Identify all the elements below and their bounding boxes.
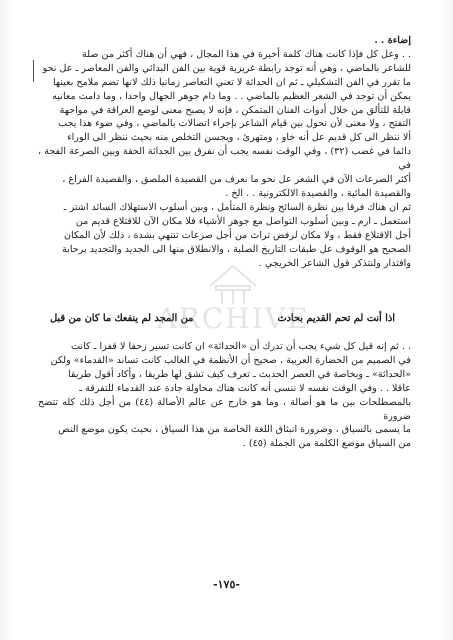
verse-second-hemistich: من المجد لم ينفعك ما كان من قبل: [50, 313, 194, 324]
text-line: «الحداثة» ـ وبخاصة في العصر الحديث ـ تعرف كيف تشق لها طريقا ، وأكاد أقول طريقا: [68, 368, 411, 380]
text-line: إضاءة . .: [374, 35, 411, 46]
text-line: للشاعر بالماضي ، وهي أنه توجد رابطة غريزية قوية بين الفن البدائي والفن المعاصر ـ عل نحو: [42, 62, 411, 74]
text-line: من السياق موضع الكلمة من الجملة (٤٥) .: [242, 438, 411, 450]
verse-first-hemistich: اذا أنت لم تحم القديم بحادث: [277, 313, 395, 324]
upper-text-block: [38, 34, 411, 270]
text-line: يمكن أن توجد في الشعر العظيم بالماضي . . وما دام جوهر الجهال واحدا ، وما دامت معانيه: [52, 90, 411, 102]
text-line: استعمل ـ ارم ـ وبين أسلوب التواصل مع جوهر الأشياء فلا مكان الآن للاقتلاع قديم من: [75, 215, 411, 227]
poetry-verse: [50, 313, 395, 324]
page-number: -١٧٥-: [213, 578, 240, 591]
text-line: ما تقرر في الفن التشكيلي ـ ثم ان الحداثة لا تعني التعاصر زمانيا ذلك لانها تضم ملامح بعينها: [52, 76, 411, 88]
text-line: في الصميم من الحضارة العربية ، صحيح أن الأنظمة في الغالب كانت تساند «القدماء» ولكن: [50, 354, 411, 366]
text-line: قابلة للتألق من خلال أدوات الفنان المتمكن ، فإنه لا يصبح معنى لوضع العراقة في مواجهة: [59, 104, 411, 116]
text-line: . . ثم إنه قيل كل شيء يجب أن تدرك أن «الحداثة» ان كانت تسير زحفا لا قفزا ـ كانت: [71, 341, 411, 352]
text-line: أكثر الصرعات الآن في الشعر عل نحو ما نعرف من القصيدة الملصق ، والقصيدة الفراغ ،: [62, 174, 411, 186]
text-line: الصحيح هو الوقوف عل طبقات التاريخ الصلبة ، والانطلاق منها الى الجديد والتجديد برحابة: [62, 243, 411, 255]
text-line: دائما في غضب (٣٢) ، وفي الوقت نفسه يجب أن نفرق بين الحداثة الحقة وبين الصرعة الفجة ، في: [38, 146, 412, 172]
text-line: التفتح ، ولا معنى لأن نحول بين قيام الشاعر بإجراء اتصالات بالماضي ، وفي ضوء هذا يجب: [58, 118, 411, 130]
text-line: . . وعل كل فإذا كانت هناك كلمة أخيرة في هذا المجال ، فهي أن هناك أكثر من صلة: [82, 48, 411, 60]
text-line: واقتدار ولنتذكر قول الشاعر الخريجي .: [258, 257, 411, 269]
text-line: أجل الاقتلاع فقط ، ولا مكان لرفض تراث من أجل صرعات تنتهي بشدة ، ذلك لأن المكان: [64, 229, 411, 241]
lower-text-block: [38, 340, 411, 451]
text-line: ألا ننظر الى كل قديم عل أنه خاو ، ومتهرئ ، ويجسن التخلص منه بحيث ننظر الى الوراء: [67, 132, 411, 144]
text-line: عاقلا . . وفي الوقت نفسه لا ننسى أنه كانت هناك محاولة جادة عند القدماء للتفرقة ـ: [79, 382, 411, 394]
text-line: ثم ان هناك فرقا بين نظرة السائح ونظرة المتأمل ، وبين أسلوب الاستهلاك السائد اشتر ـ: [63, 201, 411, 213]
text-line: بالمصطلحات بين ما هو أصالة ، وما هو خارج عن عالم الأصالة (٤٤) من أجل ذلك كله تتضح ضرورة: [38, 396, 412, 422]
margin-mark: [33, 60, 34, 82]
watermark-text: ARCHIVE: [156, 302, 310, 335]
text-line: ما يسمى بالسياق ، وضرورة انبثاق اللغة الخاصة من هذا السياق ، بحيث يكون موضع النص: [58, 424, 411, 436]
text-line: والقصيدة المائية ، والقصيدة الالكترونية . . الخ .: [225, 187, 411, 199]
